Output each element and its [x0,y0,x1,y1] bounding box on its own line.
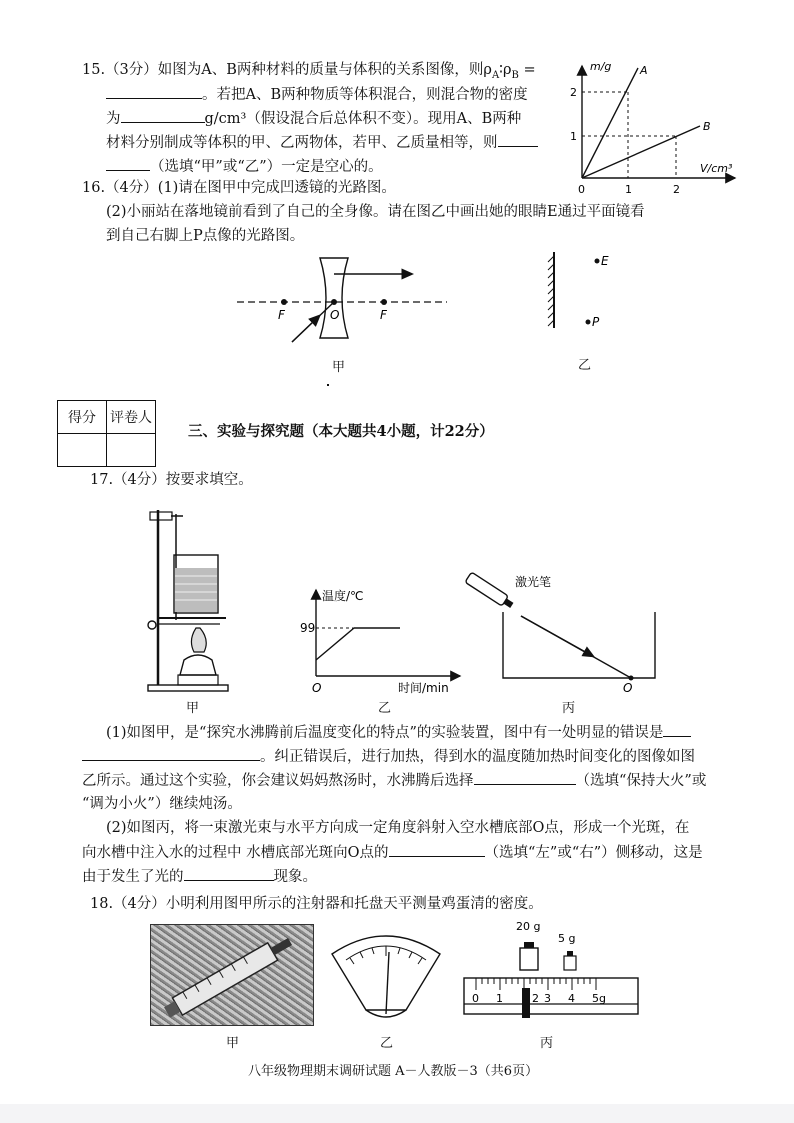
q17-p1-line2: 。纠正错误后，进行加热，得到水的温度随加热时间变化的图像如图 [82,746,695,767]
q18-line1: 18.（4分）小明利用图甲所示的注射器和托盘天平测量鸡蛋清的密度。 [90,896,543,912]
answer-blank[interactable] [121,108,205,123]
answer-blank[interactable] [106,156,150,171]
q16-line3: 到自己右脚上P点像的光路图。 [106,228,305,244]
focal-right-label: F [380,308,387,322]
score-table [57,400,156,467]
page-footer: 八年级物理期末调研试题 A－人教版－3（共6页） [248,1064,539,1079]
q15-line2: 。若把A、B两种物质等体积混合，则混合物的密度 [106,84,528,105]
balance-scale-figure [326,924,446,1028]
grader-cell[interactable] [107,434,156,467]
fig-caption: 丙 [540,1036,554,1051]
fig-caption: 甲 [186,701,200,716]
q17-p2-line1: (2)如图丙，将一束激光束与水平方向成一定角度斜射入空水槽底部O点，形成一个光斑，在 [106,820,690,836]
q17-p1-line4: “调为小火”）继续炖汤。 [82,796,242,812]
x-axis-label: 时间/min [398,681,449,694]
answer-blank[interactable] [474,770,576,785]
x-tick-1: 1 [625,183,632,196]
grader-label: 评卷人 [107,401,156,434]
eye-point-label: E [601,254,609,268]
ruler-tick-4: 4 [568,992,575,1005]
focal-left-label: F [278,308,285,322]
syringe-photo [150,924,314,1026]
ruler-tick-2: 2 [532,992,539,1005]
point-o-label: O [623,681,633,692]
y-tick-1: 1 [570,130,577,143]
concave-lens-figure [232,252,452,347]
q16-line2: (2)小丽站在落地镜前看到了自己的全身像。请在图乙中画出她的眼睛E通过平面镜看 [106,204,645,220]
fig-caption: 乙 [380,1036,394,1051]
fig-caption: 丙 [562,701,576,716]
fig-caption: 甲 [226,1036,240,1051]
boiling-apparatus-figure [138,500,233,695]
origin-label: O [312,681,322,694]
score-label: 得分 [58,401,107,434]
answer-blank[interactable] [82,746,260,761]
laser-pen-label: 激光笔 [515,575,552,589]
answer-blank[interactable] [184,866,274,881]
mass-volume-graph [560,58,740,198]
q17-p2-line2: 向水槽中注入水的过程中 水槽底部光斑向O点的 （选填“左”或“右”）侧移动，这是 [82,842,703,863]
optical-center-label: O [330,308,340,322]
answer-blank[interactable] [498,132,538,147]
answer-blank[interactable] [389,842,485,857]
y-value-label: 99 [300,621,316,635]
answer-blank[interactable] [106,84,202,99]
line-a-label: A [640,64,648,77]
q17-line1: 17.（4分）按要求填空。 [90,472,253,488]
plane-mirror-figure [540,248,620,333]
ruler-tick-0: 0 [472,992,479,1005]
page-bottom-band [0,1104,794,1123]
q15-line5: （选填“甲”或“乙”）一定是空心的。 [106,156,383,177]
weight-20g-label: 20 g [516,920,541,933]
fig-caption: 乙 [378,701,392,716]
x-axis-label: V/cm³ [700,162,733,175]
ruler-tick-3: 3 [544,992,551,1005]
x-tick-2: 2 [673,183,680,196]
temperature-time-graph [300,584,465,694]
weight-5g-label: 5 g [558,932,576,945]
q15-line1: 15.（3分）如图为A、B两种材料的质量与体积的关系图像，则$\rho_A∶\rho_B$ = [82,62,536,81]
q17-p1-line3: 乙所示。通过这个实验，你会建议妈妈熬汤时，水沸腾后选择 （选填“保持大火”或 [82,770,706,791]
q15-line3: 为 g/cm³（假设混合后总体积不变）。现用A、B两种 [106,108,521,129]
ruler-tick-1: 1 [496,992,503,1005]
q15-line4: 材料分别制成等体积的甲、乙两物体，若甲、乙质量相等，则 [106,132,538,153]
score-cell[interactable] [58,434,107,467]
fig-caption: 甲 [332,360,346,375]
q17-p2-line3: 由于发生了光的 现象。 [82,866,317,887]
section-title: 三、实验与探究题（本大题共4小题，计22分） [188,423,494,440]
weights-ruler-figure [462,918,642,1036]
y-axis-label: m/g [590,60,612,73]
q16-line1: 16.（4分）(1)请在图甲中完成凹透镜的光路图。 [82,180,396,196]
y-tick-2: 2 [570,86,577,99]
origin-label: 0 [578,183,585,196]
q17-p1-line1: (1)如图甲，是“探究水沸腾前后温度变化的特点”的实验装置，图中有一处明显的错误是 [106,722,691,743]
ruler-tick-5g: 5g [592,992,606,1005]
dot-mark [327,384,329,386]
line-b-label: B [703,120,711,133]
laser-tank-figure [455,570,660,692]
fig-caption: 乙 [578,358,592,373]
y-axis-label: 温度/℃ [322,589,364,603]
foot-point-label: P [592,315,600,329]
answer-blank[interactable] [663,722,691,737]
